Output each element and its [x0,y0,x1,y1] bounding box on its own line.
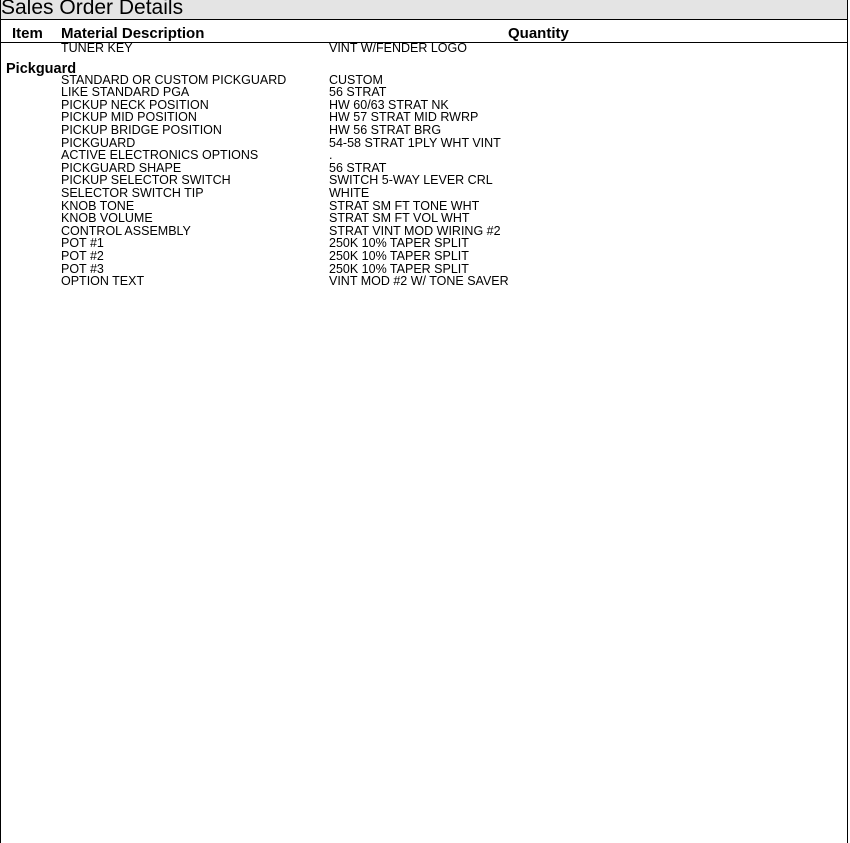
row-value: WHITE [329,185,370,200]
column-header-material-description: Material Description [61,25,205,42]
row-value: STRAT SM FT VOL WHT [329,211,470,226]
row-description: STANDARD OR CUSTOM PICKGUARD [61,72,287,87]
row-description: PICKUP SELECTOR SWITCH [61,173,231,188]
row-description: PICKGUARD [61,135,136,150]
row-description: PICKUP NECK POSITION [61,97,209,112]
table-row [1,187,847,200]
table-row [1,149,847,162]
row-description: ACTIVE ELECTRONICS OPTIONS [61,148,259,163]
table-row [1,42,847,55]
table-row [1,124,847,137]
table-row [1,212,847,225]
row-description: TUNER KEY [61,41,133,55]
row-value: 54-58 STRAT 1PLY WHT VINT [329,135,501,150]
row-value: 250K 10% TAPER SPLIT [329,248,469,263]
row-value: HW 60/63 STRAT NK [329,97,449,112]
column-header-quantity: Quantity [508,25,569,42]
row-description: KNOB TONE [61,198,135,213]
row-description: PICKUP MID POSITION [61,110,197,125]
row-description: POT #2 [61,248,104,263]
table-row [1,237,847,250]
row-value: HW 56 STRAT BRG [329,122,442,137]
row-value: 56 STRAT [329,85,387,100]
column-header-item: Item [12,25,43,42]
row-value: 250K 10% TAPER SPLIT [329,236,469,251]
row-description: KNOB VOLUME [61,211,153,226]
row-value: . [329,148,333,163]
row-value: HW 57 STRAT MID RWRP [329,110,479,125]
row-description: LIKE STANDARD PGA [61,85,190,100]
table-row [1,250,847,263]
row-value: CUSTOM [329,72,383,87]
table-row [1,275,847,288]
row-description: CONTROL ASSEMBLY [61,223,191,238]
row-description: POT #3 [61,261,104,276]
title-bar [1,0,847,20]
row-value: VINT MOD #2 W/ TONE SAVER [329,274,509,289]
row-description: POT #1 [61,236,104,251]
row-description: PICKUP BRIDGE POSITION [61,122,222,137]
row-value: SWITCH 5-WAY LEVER CRL [329,173,493,188]
row-description: OPTION TEXT [61,274,145,289]
row-value: 250K 10% TAPER SPLIT [329,261,469,276]
page-title: Sales Order Details [1,0,184,19]
table-header [1,21,847,43]
row-value: STRAT VINT MOD WIRING #2 [329,223,501,238]
row-description: SELECTOR SWITCH TIP [61,185,204,200]
table-row [1,174,847,187]
table-row [1,86,847,99]
row-description: PICKGUARD SHAPE [61,160,182,175]
row-value: 56 STRAT [329,160,387,175]
row-value: VINT W/FENDER LOGO [329,41,467,55]
group-label-pickguard: Pickguard [6,61,77,77]
table-row [1,111,847,124]
row-value: STRAT SM FT TONE WHT [329,198,480,213]
